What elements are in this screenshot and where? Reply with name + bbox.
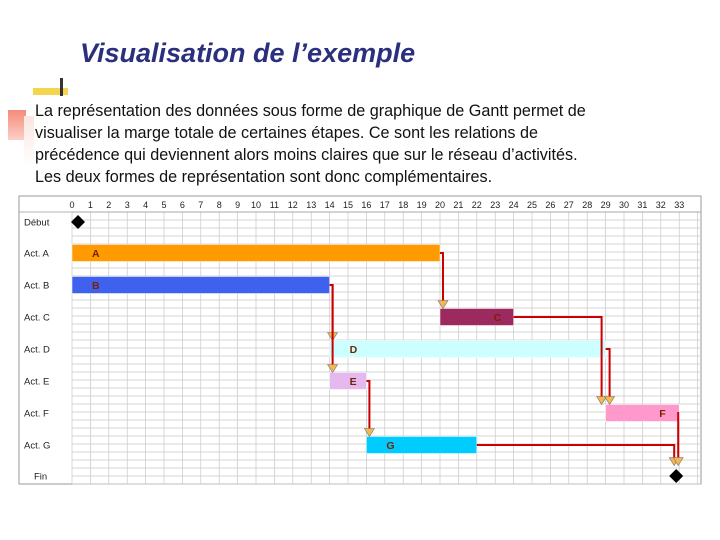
task-label: G xyxy=(386,440,395,452)
task-bar-c xyxy=(440,309,514,326)
time-tick-label: 18 xyxy=(398,200,409,210)
row-label: Fin xyxy=(34,471,48,483)
dependency-link xyxy=(678,413,679,458)
time-tick-label: 13 xyxy=(306,200,317,210)
time-tick-label: 21 xyxy=(453,200,464,210)
time-tick-label: 2 xyxy=(106,200,112,210)
row-label: Act. G xyxy=(24,440,51,452)
time-tick-label: 4 xyxy=(143,200,149,210)
time-tick-label: 9 xyxy=(235,200,241,210)
paragraph-line: précédence qui deviennent alors moins claires que sur le réseau d’activités. xyxy=(35,146,578,164)
task-bar-b xyxy=(72,277,330,294)
row-label: Act. E xyxy=(24,376,50,388)
time-tick-label: 12 xyxy=(287,200,298,210)
time-tick-label: 17 xyxy=(379,200,390,210)
task-label: B xyxy=(92,280,100,292)
time-tick-label: 32 xyxy=(655,200,666,210)
time-tick-label: 19 xyxy=(416,200,427,210)
time-tick-label: 29 xyxy=(600,200,611,210)
row-label: Act. B xyxy=(24,280,50,292)
time-tick-label: 3 xyxy=(124,200,130,210)
task-bar-g xyxy=(366,437,476,454)
row-label: Début xyxy=(24,217,50,229)
time-tick-label: 16 xyxy=(361,200,372,210)
row-label: Act. A xyxy=(24,248,49,260)
paragraph-line: visualiser la marge totale de certaines étapes. Ce sont les relations de xyxy=(35,124,538,142)
slide-title: Visualisation de l’exemple xyxy=(80,38,416,68)
time-tick-label: 33 xyxy=(674,200,685,210)
time-tick-label: 7 xyxy=(198,200,204,210)
time-tick-label: 11 xyxy=(269,200,280,210)
task-label: C xyxy=(493,312,502,324)
time-tick-label: 30 xyxy=(618,200,630,210)
time-tick-label: 6 xyxy=(179,200,185,210)
row-label: Act. D xyxy=(24,344,50,356)
time-tick-label: 8 xyxy=(216,200,222,210)
time-tick-label: 27 xyxy=(563,200,574,210)
time-tick-label: 31 xyxy=(637,200,648,210)
task-bar-e xyxy=(330,373,367,390)
time-tick-label: 24 xyxy=(508,200,519,210)
time-tick-label: 0 xyxy=(69,200,75,210)
time-tick-label: 25 xyxy=(526,200,538,210)
task-label: D xyxy=(349,344,358,356)
task-bar-d xyxy=(330,341,606,358)
time-tick-label: 15 xyxy=(342,200,354,210)
time-tick-label: 23 xyxy=(490,200,501,210)
task-label: F xyxy=(659,408,666,420)
time-tick-label: 14 xyxy=(324,200,335,210)
time-tick-label: 26 xyxy=(545,200,556,210)
task-label: E xyxy=(349,376,357,388)
row-label: Act. F xyxy=(24,408,49,420)
task-bar-a xyxy=(72,245,440,262)
time-tick-label: 10 xyxy=(250,200,262,210)
time-tick-label: 5 xyxy=(161,200,167,210)
paragraph-line: Les deux formes de représentation sont donc complémentaires. xyxy=(35,168,493,186)
task-label: A xyxy=(92,248,100,260)
axis-header xyxy=(20,197,701,212)
time-tick-label: 20 xyxy=(434,200,446,210)
row-label: Act. C xyxy=(24,312,50,324)
time-tick-label: 1 xyxy=(87,200,93,210)
paragraph-line: La représentation des données sous forme de graphique de Gantt permet de xyxy=(35,102,586,120)
time-tick-label: 22 xyxy=(471,200,482,210)
time-tick-label: 28 xyxy=(582,200,593,210)
task-bar-f xyxy=(606,405,680,422)
